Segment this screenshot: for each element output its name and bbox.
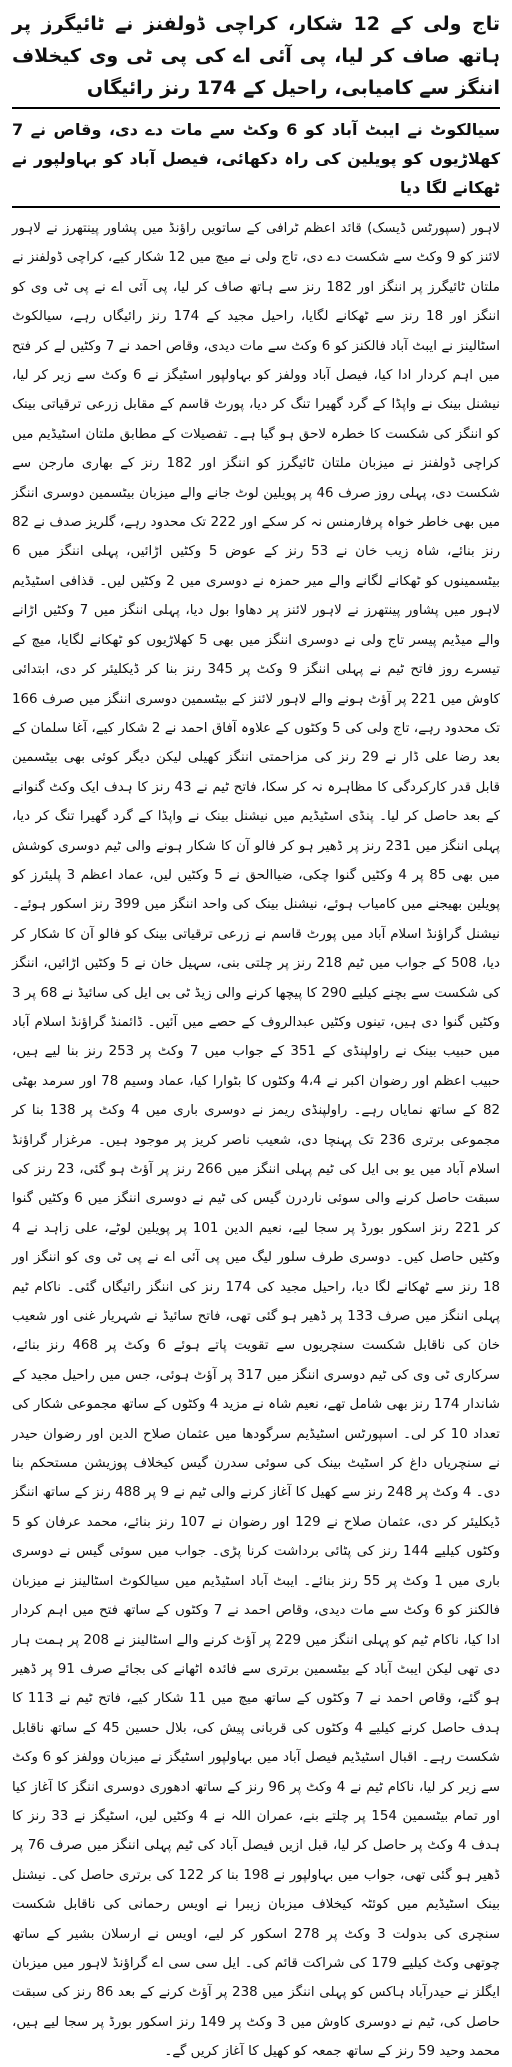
- headline-divider: [12, 107, 500, 109]
- headline: تاج ولی کے 12 شکار، کراچی ڈولفنز نے ٹائیگرز پر ہاتھ صاف کر لیا، پی آئی اے کی پی ٹی وی کیخلاف اننگز سے کامیابی، راحیل کے 174 رنز رائیگاں: [12, 13, 500, 99]
- article-body: [12, 214, 500, 2067]
- subheadline-divider: [12, 206, 500, 208]
- subheadline: سیالکوٹ نے ایبٹ آباد کو 6 وکٹ سے مات دے دی، وقاص نے 7 کھلاڑیوں کو پویلین کی راہ دکھائی، فیصل آباد کو بہاولپور نے ٹھکانے لگا دیا: [12, 120, 500, 197]
- article-paragraph: لاہور (سپورٹس ڈیسک) قائد اعظم ٹرافی کے ساتویں راؤنڈ میں پشاور پینتھرز نے لاہور لائنز کو 9 وکٹ سے شکست دے دی، تاج ولی نے میچ میں 12 شکار کیے، کراچی ڈولفنز نے ملتان ٹائیگرز پر اننگز اور 182 رنز سے ہاتھ صاف کر لیا، پی آئی اے نے پی ٹی وی کو اننگز اور 18 رنز سے ٹھکانے لگایا، راحیل مجید کے 174 رنز رائیگاں رہے، سیالکوٹ اسٹالینز نے ایبٹ آباد فالکنز کو 6 وکٹ سے مات دیدی، وقاص احمد نے 7 وکٹیں لے کر فتح میں اہم کردار ادا کیا، فیصل آباد وولفز کو بہاولپور اسٹیگز نے 6 وکٹ سے زیر کر لیا، نیشنل بینک نے واپڈا کے گرد گھیرا تنگ کر دیا، پورٹ قاسم کے مقابل زرعی ترقیاتی بینک کو اننگز کی شکست کا خطرہ لاحق ہو گیا ہے۔ تفصیلات کے مطابق ملتان اسٹیڈیم میں کراچی ڈولفنز نے میزبان ملتان ٹائیگرز کو اننگز اور 182 رنز کے بھاری مارجن سے شکست دی، پہلی روز صرف 46 پر پویلین لوٹ جانے والے میزبان بیٹسمین دوسری اننگز میں بھی خاطر خواہ پرفارمنس نہ کر سکے اور 222 تک محدود رہے، گلریز صدف نے 82 رنز بنائے، شاہ زیب خان نے 53 رنز کے عوض 5 وکٹیں اڑائیں، پہلی اننگز میں 6 بیٹسمینوں کو ٹھکانے لگانے والے میر حمزہ نے دوسری میں 2 وکٹیں لیں۔ قذافی اسٹیڈیم لاہور میں پشاور پینتھرز نے لاہور لائنز پر دھاوا بول دیا، پہلی اننگز میں 7 وکٹیں اڑانے والے میڈیم پیسر تاج ولی نے دوسری اننگز میں بھی 5 کھلاڑیوں کو ٹھکانے لگایا، میچ کے تیسرے روز فاتح ٹیم نے پہلی اننگز 9 وکٹ پر 345 رنز بنا کر ڈیکلیئر کر دی، ابتدائی کاوش میں 221 پر آؤٹ ہونے والے لاہور لائنز کے بیٹسمین دوسری اننگز میں صرف 166 تک محدود رہے، تاج ولی کی 5 وکٹوں کے علاوہ آفاق احمد نے 2 شکار کیے، آغا سلمان کے بعد رضا علی ڈار نے 29 رنز کی مزاحمتی اننگز کھیلی لیکن دیگر کوئی بھی بیٹسمین قابل قدر کارکردگی کا مظاہرہ نہ کر سکا، فاتح ٹیم نے 43 رنز کا ہدف ایک وکٹ گنوانے کے بعد حاصل کر لیا۔ پنڈی اسٹیڈیم میں نیشنل بینک نے واپڈا کے گرد گھیرا تنگ کر دیا، پہلی اننگز میں 231 رنز پر ڈھیر ہو کر فالو آن کا شکار ہونے والی ٹیم دوسری کوشش میں بھی 85 پر 4 وکٹیں گنوا چکی، ضیاالحق نے 5 وکٹیں لیں، عماد اعظم 3 پلیئرز کو پویلین بھیجنے میں کامیاب ہوئے، نیشنل بینک کی واحد اننگز میں 399 رنز اسکور ہوئے۔ نیشنل گراؤنڈ اسلام آباد میں پورٹ قاسم نے زرعی ترقیاتی بینک کو فالو آن کا شکار کر دیا، 508 کے جواب میں ٹیم 218 رنز پر چلتی بنی، سہیل خان نے 5 وکٹیں اڑائیں، اننگز کی شکست سے بچنے کیلیے 290 کا پیچھا کرنے والی زیڈ ٹی بی ایل کی سائیڈ نے 68 پر 3 وکٹیں گنوا دی ہیں، تینوں وکٹیں عبدالروف کے حصے میں آئیں۔ ڈائمنڈ گراؤنڈ اسلام آباد میں حبیب بینک نے راولپنڈی کے 351 کے جواب میں 7 وکٹ پر 253 رنز بنا لیے ہیں، حبیب اعظم اور رضوان اکبر نے 4،4 وکٹوں کا بٹوارا کیا، عماد وسیم 78 اور سرمد بھٹی 82 کے ساتھ نمایاں رہے۔ راولپنڈی ریمز نے دوسری باری میں 4 وکٹ پر 138 بنا کر مجموعی برتری 236 تک پہنچا دی، شعیب ناصر کریز پر موجود ہیں۔ مرغزار گراؤنڈ اسلام آباد میں یو بی ایل کی ٹیم پہلی اننگز میں 266 رنز پر آؤٹ ہو گئی، 23 رنز کی سبقت حاصل کرنے والی سوئی ناردرن گیس کی ٹیم نے دوسری اننگز میں 6 وکٹیں گنوا کر 221 رنز اسکور بورڈ پر سجا لیے، نعیم الدین 101 پر پویلین لوٹے، علی زاہد نے 4 وکٹیں حاصل کیں۔ دوسری طرف سلور لیگ میں پی آئی اے نے پی ٹی وی کو اننگز اور 18 رنز سے ٹھکانے لگا دیا، راحیل مجید کی 174 رنز کی اننگز رائیگاں گئی۔ ناکام ٹیم پہلی اننگز میں صرف 133 پر ڈھیر ہو گئی تھی، فاتح سائیڈ نے شہریار غنی اور شعیب خان کی ناقابل شکست سنچریوں سے تقویت پاتے ہوئے 6 وکٹ پر 468 رنز بنائے، سرکاری ٹی وی کی ٹیم دوسری اننگز میں 317 پر آؤٹ ہوئی، جس میں راحیل مجید کے شاندار 174 رنز بھی شامل تھے، نعیم شاہ نے مزید 4 وکٹوں کے ساتھ مجموعی شکار کی تعداد 10 کر لی۔ اسپورٹس اسٹیڈیم سرگودھا میں عثمان صلاح الدین اور رضوان حیدر نے سنچریاں داغ کر اسٹیٹ بینک کی سوئی سدرن گیس کیخلاف پوزیشن مستحکم بنا دی۔ 4 وکٹ پر 248 رنز سے کھیل کا آغاز کرنے والی ٹیم نے 9 پر 488 رنز کے ساتھ اننگز ڈیکلیئر کر دی، عثمان صلاح نے 129 اور رضوان نے 107 رنز بنائے، محمد عرفان کو 5 وکٹوں کیلیے 144 رنز کی پٹائی برداشت کرنا پڑی۔ جواب میں سوئی گیس نے دوسری باری میں 1 وکٹ پر 55 رنز بنائے۔ ایبٹ آباد اسٹیڈیم میں سیالکوٹ اسٹالینز نے میزبان فالکنز کو 6 وکٹ سے مات دیدی، وقاص احمد نے 7 وکٹوں کے ساتھ فتح میں اہم کردار ادا کیا، ناکام ٹیم کو پہلی اننگز میں 229 پر آؤٹ کرنے والے اسٹالینز نے 208 پر ہمت ہار دی تھی لیکن ایبٹ آباد کے بیٹسمین برتری سے فائدہ اٹھانے کی بجائے صرف 91 پر ڈھیر ہو گئے، وقاص احمد نے 7 وکٹوں کے ساتھ میچ میں 11 شکار کیے، فاتح ٹیم نے 113 کا ہدف حاصل کرنے کیلیے 4 وکٹوں کی قربانی پیش کی، بلال حسین 45 کے ساتھ ناقابل شکست رہے۔ اقبال اسٹیڈیم فیصل آباد میں بہاولپور اسٹیگز نے میزبان وولفز کو 6 وکٹ سے زیر کر لیا، ناکام ٹیم نے 4 وکٹ پر 96 رنز کے ساتھ ادھوری دوسری اننگز کا آغاز کیا اور تمام بیٹسمین 154 پر چلتے بنے، عمران اللہ نے 4 وکٹیں لیں، اسٹیگز نے 33 رنز کا ہدف 4 وکٹ پر حاصل کر لیا، قبل ازیں فیصل آباد کی ٹیم پہلی اننگز میں صرف 76 پر ڈھیر ہو گئی تھی، جواب میں بہاولپور نے 198 بنا کر 122 کی برتری حاصل کی۔ نیشنل بینک اسٹیڈیم میں کوئٹہ کیخلاف میزبان زیبرا نے اویس رحمانی کی ناقابل شکست سنچری کی بدولت 3 وکٹ پر 278 اسکور کر لیے، اویس نے ارسلان بشیر کے ساتھ چوتھی وکٹ کیلیے 179 کی شراکت قائم کی۔ ایل سی سی اے گراؤنڈ لاہور میں میزبان ایگلز نے حیدرآباد ہاکس کو پہلی اننگز میں 238 پر آؤٹ کرنے کے بعد 86 رنز کی سبقت حاصل کی، ٹیم نے دوسری کاوش میں 3 وکٹ پر 149 رنز اسکور بورڈ پر سجا لیے ہیں، محمد وحید 59 رنز کے ساتھ جمعہ کو کھیل کا آغاز کریں گے۔: [12, 221, 501, 2060]
